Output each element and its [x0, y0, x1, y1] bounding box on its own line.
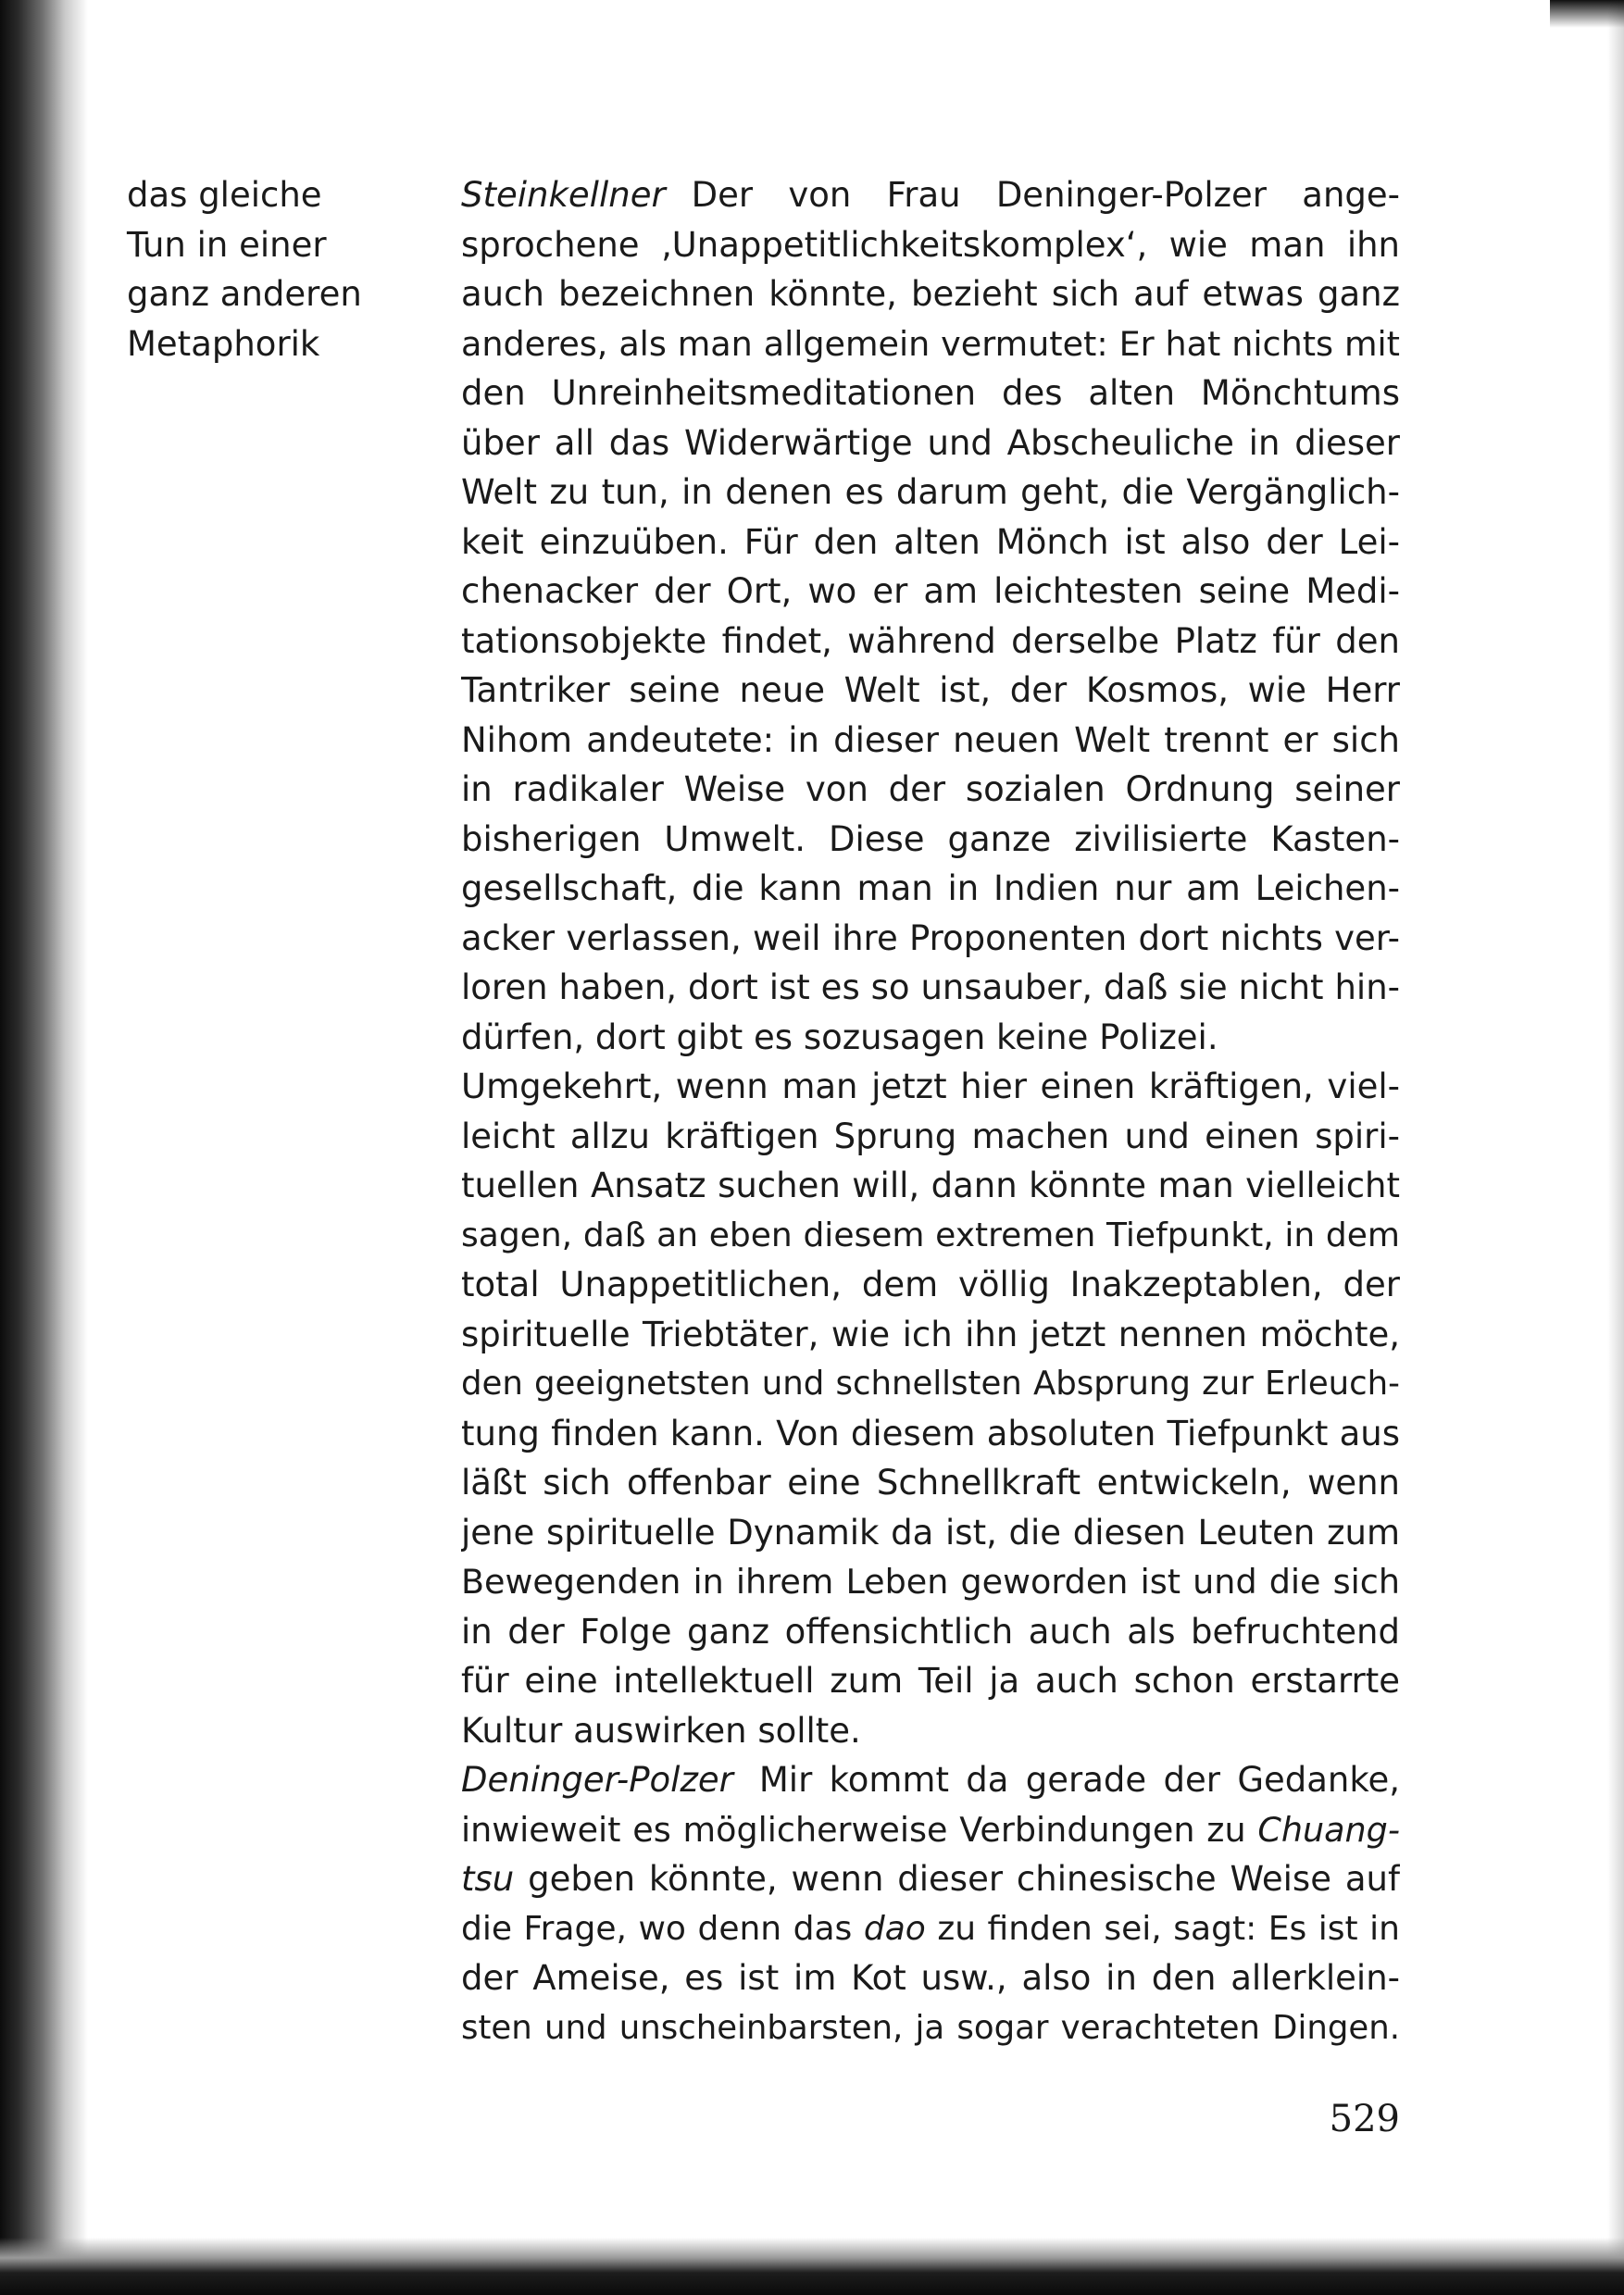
speaker-name: Deninger-Polzer — [461, 1760, 733, 1800]
margin-note-line: ganz anderen — [127, 274, 362, 314]
text-line: total Unappetitlichen, dem völlig Inakzeptablen, der — [461, 1265, 1400, 1304]
text-line: Nihom andeutete: in dieser neuen Welt trennt er sich — [461, 719, 1400, 760]
text-line: acker verlassen, weil ihre Proponenten dort nichts ver- — [461, 917, 1400, 958]
text-run: Der von Frau Deninger-Polzer ange- — [691, 175, 1400, 215]
text-line: auch bezeichnen könnte, bezieht sich auf etwas ganz — [461, 274, 1400, 314]
text-line: sten und unscheinbarsten, ja sogar verachteten Dingen. — [461, 2008, 1400, 2047]
text-line: spirituelle Triebtäter, wie ich ihn jetzt nennen möchte, — [461, 1314, 1400, 1354]
text-line: gesellschaft, die kann man in Indien nur am Leichen- — [461, 868, 1400, 908]
main-text-column — [461, 170, 1400, 2052]
text-line: in radikaler Weise von der sozialen Ordnung seiner — [461, 769, 1400, 809]
text-line: jene spirituelle Dynamik da ist, die diesen Leuten zum — [461, 1512, 1400, 1553]
text-line: sagen, daß an eben diesem extremen Tiefpunkt, in dem — [461, 1216, 1400, 1254]
text-line: chenacker der Ort, wo er am leichtesten seine Medi- — [461, 571, 1400, 611]
text-line: dürfen, dort gibt es sozusagen keine Polizei. — [461, 1017, 1218, 1057]
scan-shadow-left — [0, 0, 88, 2295]
margin-note-line: Metaphorik — [127, 323, 320, 364]
scan-shadow-top-right — [1550, 0, 1624, 28]
text-line — [461, 1755, 1400, 1805]
page-number: 529 — [1329, 2098, 1400, 2140]
text-line: über all das Widerwärtige und Abscheuliche in dieser — [461, 422, 1400, 463]
text-line: leicht allzu kräftigen Sprung machen und einen spiri- — [461, 1116, 1400, 1156]
scan-shadow-bottom — [0, 2238, 1624, 2295]
text-run: inwieweit es möglicherweise Verbindungen zu — [461, 1809, 1258, 1850]
text-line — [461, 1904, 1400, 1954]
text-run: zu finden sei, sagt: Es ist in — [925, 1909, 1400, 1948]
text-line: Welt zu tun, in denen es darum geht, die Vergänglich- — [461, 472, 1400, 512]
text-line: den geeignetsten und schnellsten Absprung zur Erleuch- — [461, 1365, 1400, 1403]
text-line: Umgekehrt, wenn man jetzt hier einen kräftigen, viel- — [461, 1066, 1400, 1106]
italic-term: Chuang- — [1257, 1809, 1400, 1850]
text-line — [461, 1805, 1400, 1855]
text-run: die Frage, wo denn das — [461, 1909, 864, 1948]
text-line: der Ameise, es ist im Kot usw., also in den allerklein- — [461, 1958, 1400, 1998]
text-line — [461, 1854, 1400, 1904]
text-line: bisherigen Umwelt. Diese ganze zivilisierte Kasten- — [461, 818, 1400, 859]
speaker-name: Steinkellner — [461, 175, 666, 215]
text-line: Tantriker seine neue Welt ist, der Kosmos, wie Herr — [461, 670, 1400, 710]
text-line: läßt sich offenbar eine Schnellkraft entwickeln, wenn — [461, 1463, 1400, 1503]
text-line: tuellen Ansatz suchen will, dann könnte man vielleicht — [461, 1166, 1400, 1205]
text-line — [461, 170, 1400, 220]
scan-shadow-right — [1607, 0, 1624, 2295]
text-run: geben könnte, wenn dieser chinesische Weise auf — [514, 1859, 1400, 1899]
margin-note-line: das gleiche — [127, 175, 322, 215]
text-line: tationsobjekte findet, während derselbe Platz für den — [461, 620, 1400, 661]
text-line: Kultur auswirken sollte. — [461, 1710, 861, 1751]
margin-note-line: Tun in einer — [127, 224, 327, 265]
italic-term: tsu — [461, 1859, 515, 1899]
italic-term: dao — [863, 1909, 926, 1948]
text-line: keit einzuüben. Für den alten Mönch ist also der Lei- — [461, 521, 1400, 562]
text-line: in der Folge ganz offensichtlich auch als befruchtend — [461, 1611, 1400, 1652]
text-line: für eine intellektuell zum Teil ja auch schon erstarrte — [461, 1661, 1400, 1701]
margin-note — [127, 170, 377, 368]
text-line: loren haben, dort ist es so unsauber, daß sie nicht hin- — [461, 967, 1400, 1007]
text-line: anderes, als man allgemein vermutet: Er hat nichts mit — [461, 323, 1400, 364]
text-line: Bewegenden in ihrem Leben geworden ist und die sich — [461, 1562, 1400, 1602]
text-line: sprochene ‚Unappetitlichkeitskomplex‘, wie man ihn — [461, 224, 1400, 265]
text-line: den Unreinheitsmeditationen des alten Mönchtums — [461, 373, 1400, 413]
text-run: Mir kommt da gerade der Gedanke, — [758, 1760, 1400, 1800]
text-line: tung finden kann. Von diesem absoluten Tiefpunkt aus — [461, 1413, 1400, 1453]
